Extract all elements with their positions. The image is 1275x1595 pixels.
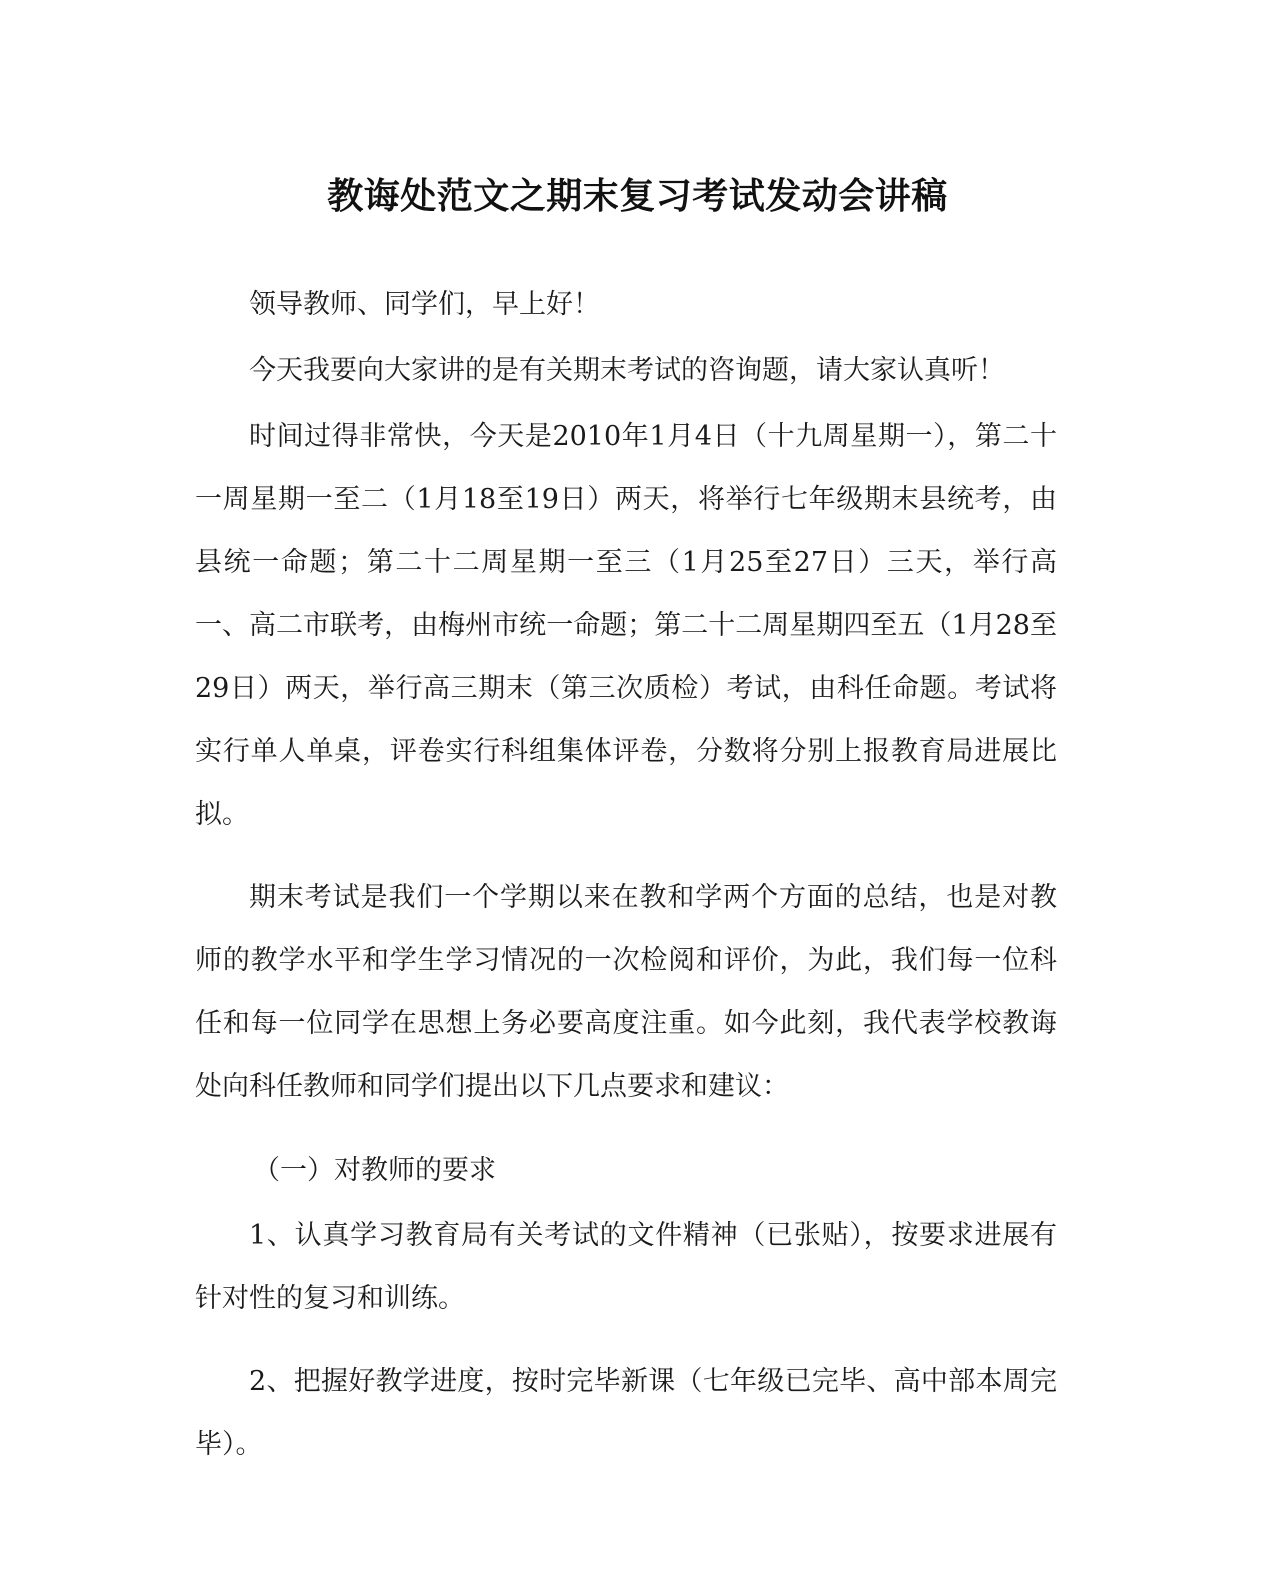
document-body [195,273,1057,1496]
document-title: 教诲处范文之期末复习考试发动会讲稿 [327,175,948,217]
section-heading: （一）对教师的要求 [253,1155,496,1186]
list-item: 1、认真学习教育局有关考试的文件精神（已张贴），按要求进展有针对性的复习和训练。 [195,1220,1057,1314]
greeting-paragraph: 领导教师、同学们，早上好！ [249,289,600,320]
intro-paragraph: 今天我要向大家讲的是有关期末考试的咨询题，请大家认真听！ [249,355,1005,386]
schedule-paragraph: 时间过得非常快，今天是2010年1月4日（十九周星期一），第二十一周星期一至二（1月18至19日）两天，将举行七年级期末县统考，由县统一命题；第二十二周星期一至三（1月25至27日）三天，举行高一、高二市联考，由梅州市统一命题；第二十二周星期四至五（1月28至29日）两天，举行高三期末（第三次质检）考试，由科任命题。考试将实行单人单桌，评卷实行科组集体评卷，分数将分别上报教育局进展比拟。 [195,421,1057,830]
purpose-paragraph: 期末考试是我们一个学期以来在教和学两个方面的总结，也是对教师的教学水平和学生学习情况的一次检阅和评价，为此，我们每一位科任和每一位同学在思想上务必要高度注重。如今此刻，我代表学校教诲处向科任教师和同学们提出以下几点要求和建议： [195,882,1057,1102]
list-item: 2、把握好教学进度，按时完毕新课（七年级已完毕、高中部本周完毕）。 [195,1366,1057,1460]
